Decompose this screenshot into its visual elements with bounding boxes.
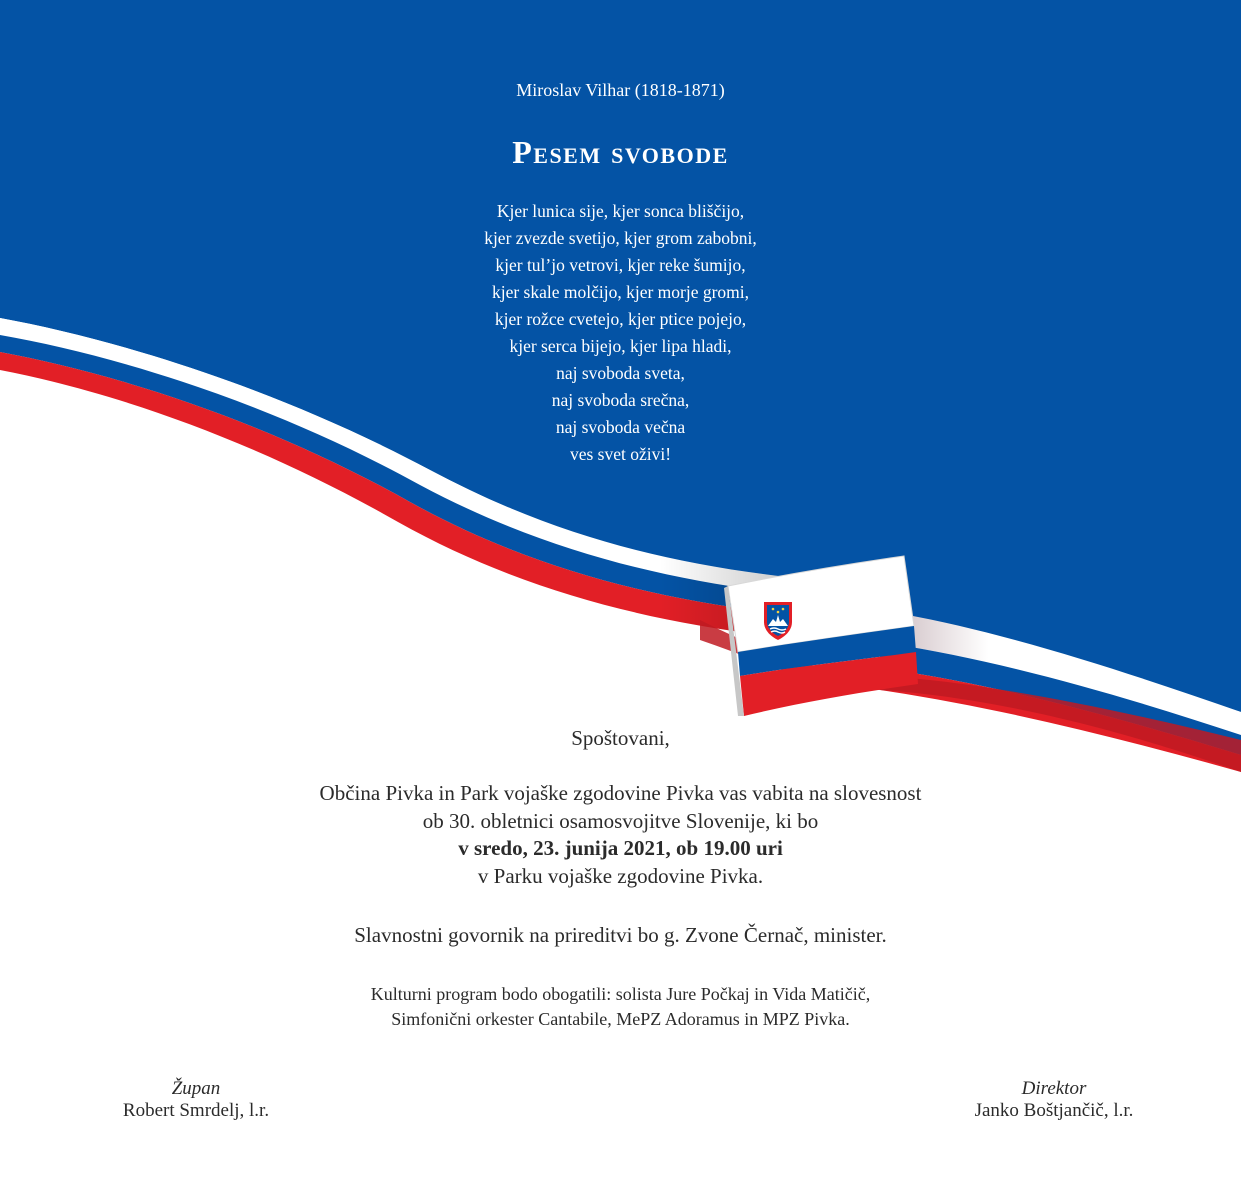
- poem-line: kjer zvezde svetijo, kjer grom zabobni,: [484, 228, 757, 248]
- poem-author: Miroslav Vilhar (1818-1871): [516, 80, 725, 100]
- poem-line: kjer tul’jo vetrovi, kjer reke šumijo,: [495, 255, 746, 275]
- invitation-line: Občina Pivka in Park vojaške zgodovine Pivka vas vabita na slovesnost: [319, 781, 922, 805]
- cultural-program: [0, 982, 1241, 1032]
- poem-verses: [0, 198, 1241, 468]
- invitation-text: [0, 780, 1241, 890]
- poem-title: Pesem svobode: [512, 134, 729, 170]
- event-date: v sredo, 23. junija 2021, ob 19.00 uri: [458, 836, 783, 860]
- invitation-line: v Parku vojaške zgodovine Pivka.: [477, 863, 764, 888]
- speaker-line: Slavnostni govornik na prireditvi bo g. Zvone Černač, minister.: [354, 923, 887, 947]
- poem-line: naj svoboda sveta,: [556, 363, 685, 383]
- poem-line: kjer serca bijejo, kjer lipa hladi,: [509, 336, 732, 356]
- poem-line: naj svoboda večna: [555, 417, 686, 437]
- program-line: Kulturni program bodo obogatili: solista Jure Počkaj in Vida Matičič,: [370, 984, 871, 1004]
- signature-role: Direktor: [1021, 1078, 1087, 1099]
- signature-name: Robert Smrdelj, l.r.: [122, 1100, 270, 1121]
- poem-line: kjer skale molčijo, kjer morje gromi,: [491, 282, 750, 302]
- greeting: Spoštovani,: [571, 726, 670, 750]
- poem-line: kjer rožce cvetejo, kjer ptice pojejo,: [494, 309, 747, 329]
- poem-line: naj svoboda srečna,: [551, 390, 690, 410]
- poem-line: ves svet oživi!: [569, 444, 672, 464]
- poem-line: Kjer lunica sije, kjer sonca bliščijo,: [496, 201, 745, 221]
- invitation-line: ob 30. obletnici osamosvojitve Slovenije, ki bo: [422, 808, 819, 833]
- signature-mayor: [46, 1078, 346, 1122]
- signature-role: Župan: [171, 1078, 221, 1099]
- program-line: Simfonični orkester Cantabile, MePZ Adoramus in MPZ Pivka.: [391, 1009, 850, 1029]
- signature-name: Janko Boštjančič, l.r.: [974, 1100, 1134, 1121]
- signature-director: [904, 1078, 1204, 1122]
